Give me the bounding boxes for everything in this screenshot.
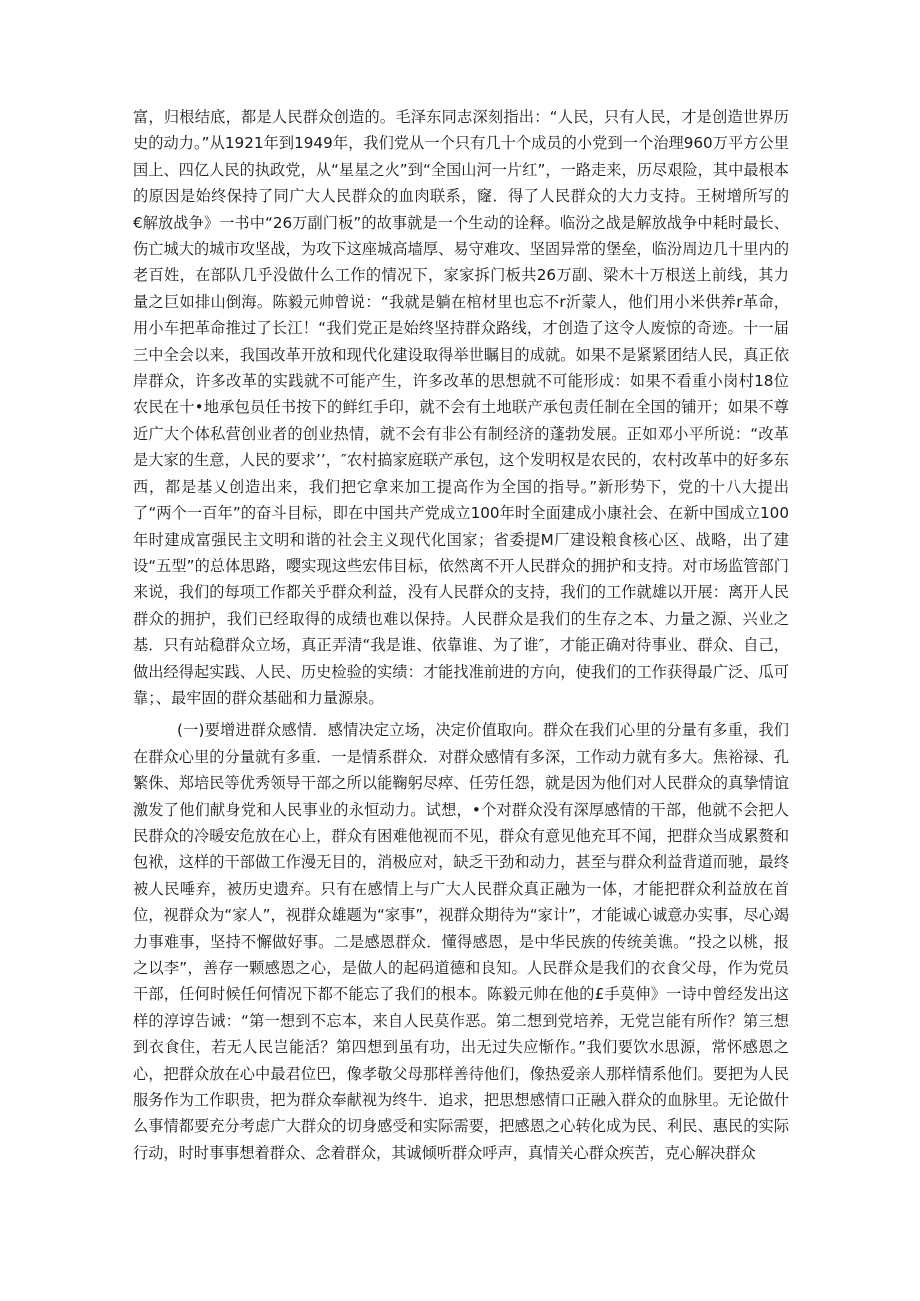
document-body <box>133 104 789 1166</box>
body-paragraph-2: (一)要增进群众感情．感情决定立场，决定价值取向。群众在我们心里的分量有多重，我们在群众心里的分量就有多重．一是情系群众．对群众感情有多深，工作动力就有多大。焦裕禄、孔繁侏、郑培民等优秀领导干部之所以能鞠躬尽瘁、任劳任怨，就是因为他们对人民群众的真挚情谊激发了他们献身党和人民事业的永恒动力。试想，•个对群众没有深厚感情的干部，他就不会把人民群众的冷暖安危放在心上，群众有困难他视而不见，群众有意见他充耳不闻，把群众当成累赘和包袱，这样的干部做工作漫无目的，消极应对，缺乏干劲和动力，甚至与群众利益背道而驰，最终被人民唾弃，被历史遗弃。只有在感情上与广大人民群众真正融为一体，才能把群众利益放在首位，视群众为“家人”，视群众雄题为“家事”，视群众期待为“家计”，才能诚心诚意办实事，尽心竭力事难事，坚持不懈做好事。二是感恩群众．懂得感恩，是中华民族的传统美谯。“投之以桃，报之以李”，善存一颗感恩之心，是做人的起码道德和良知。人民群众是我们的衣食父母，作为党员干部，任何时候任何情况下都不能忘了我们的根本。陈毅元帅在他的£手莫伸》一诗中曾经发出这样的淳谆告诫：“第一想到不忘本，来自人民莫作恶。第二想到党培养，无党岂能有所作？第三想到衣食住，若无人民岂能活？第四想到虽有功，出无过失应惭作。”我们要饮水思源，常怀感恩之心，把群众放在心中最君位巴，像孝敬父母那样善待他们，像热爱亲人那样情系他们。要把为人民服务作为工作职贵，把为群众奉献视为终牛．追求，把思想感情口正融入群众的血脉里。无论做什么事情都要充分考虑广大群众的切身感受和实际需要，把感恩之心转化成为民、利民、惠民的实际行动，时时事事想着群众、念着群众，其诚倾听群众呼声，真情关心群众疾苦，克心解决群众 <box>133 721 789 1162</box>
body-paragraph-1: 富，归根结底，都是人民群众创造的。毛泽东同志深刻指出：“人民，只有人民，才是创造世界历史的动力。”从1921年到1949年，我们党从一个只有几十个成员的小党到一个治理960万平方公里国上、四亿人民的执政党，从“星星之火”到“全国山河一片红”，一路走来，历尽艰险，其中最根本的原因是始终保持了同广大人民群众的血肉联系，窿．得了人民群众的大力支持。王树增所写的€解放战争》一书中“26万副门板”的故事就是一个生动的诠释。临汾之战是解放战争中耗时最长、伤亡城大的城市攻坚战，为攻下这座城高墙厚、易守难攻、坚固异常的堡垒，临汾周边几十里内的老百姓，在部队几乎没做什么工作的情况下，家家拆门板共26万副、梁木十万根送上前线，其力量之巨如排山倒海。陈毅元帅曾说：“我就是躺在棺材里也忘不r沂蒙人，他们用小米供养r革命，用小车把革命推过了长江！“我们党正是始终坚持群众路线，才创造了这令人废惊的奇迹。十一届三中全会以来，我国改革开放和现代化建设取得举世瞩目的成就。如果不是紧紧团结人民，真正依岸群众，许多改革的实践就不可能产生，许多改革的思想就不可能形成：如果不看重小岗村18位农民在十•地承包员任书按下的鲜红手印，就不会有土地联产承包责任制在全国的铺开；如果不尊近广大个体私营创业者的创业热情，就不会有非公有制经济的蓬勃发展。正如邓小平所说：“改革是大家的生意，人民的要求’’，″农村搞家庭联产承包，这个发明权是农民的，农村改革中的好多东西，都是基乂创造出来，我们把它拿来加工提高作为全国的指导。”新形势下，党的十八大提出了“两个一百年”的奋斗目标，即在中国共产党成立100年时全面建成小康社会、在新中国成立100年时建成富强民主文明和谐的社会主义现代化国家；省委提M厂建设粮食核心区、战略，出了建设“五型”的总体思路，嘤实现这些宏伟目标，依然离不开人民群众的拥护和支持。对市场监管部门来说，我们的每项工作都关乎群众利益，没有人民群众的支持，我们的工作就雄以开展：离开人民群众的拥护，我们已经取得的成绩也难以保持。人民群众是我们的生存之本、力量之源、兴业之基．只有站稳群众立场，真正弄清“我是谁、依靠谁、为了谁″，才能正确对待事业、群众、自己，做出经得起实践、人民、历史检验的实绩：才能找准前进的方向，使我们的工作获得最广泛、瓜可靠；、最牢固的群众基础和力量源泉。 <box>133 108 789 707</box>
